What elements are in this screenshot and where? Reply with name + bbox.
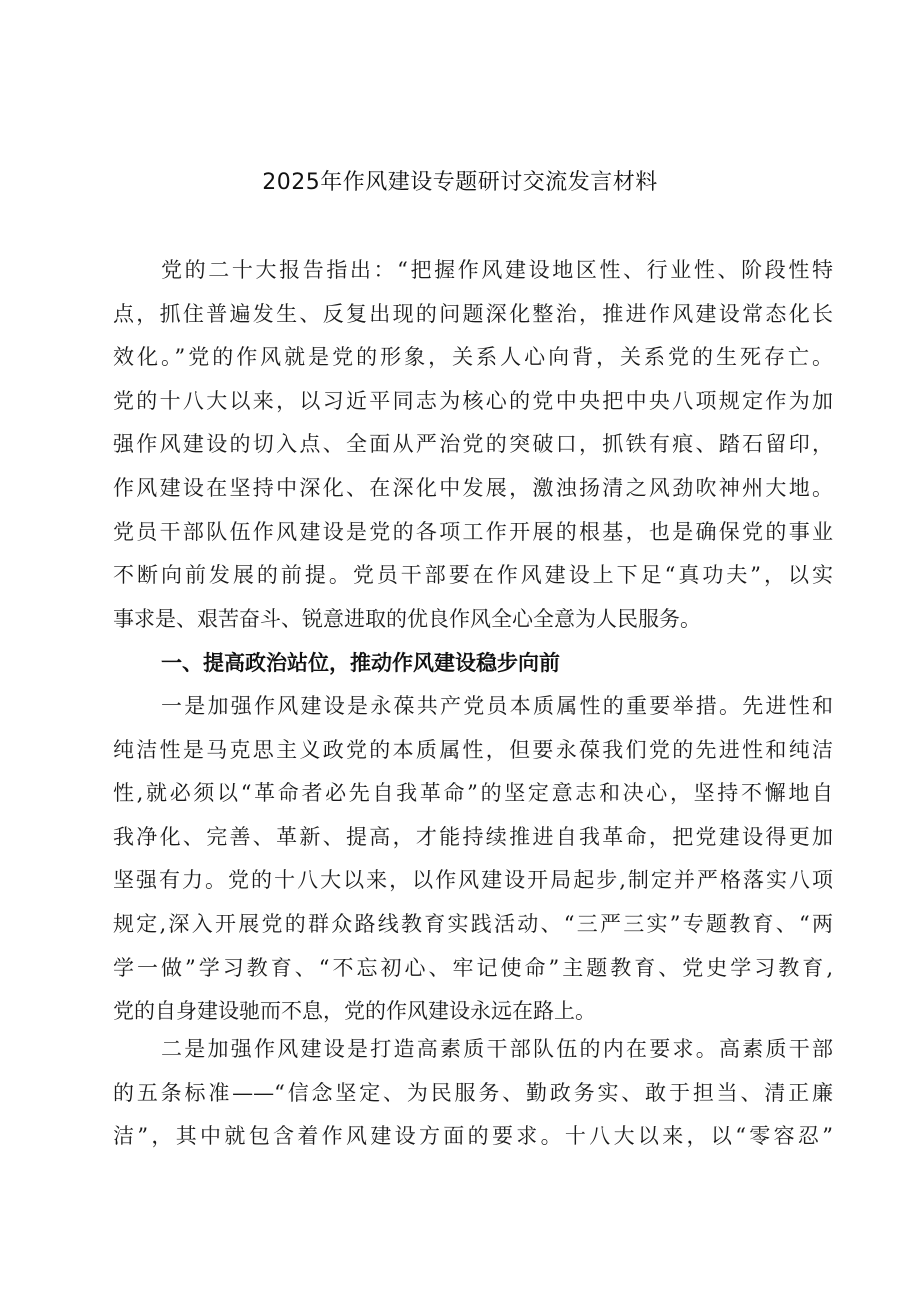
text-line: 党的十八大以来，以习近平同志为核心的党中央把中央八项规定作为加 bbox=[113, 388, 833, 413]
text-line: 作风建设在坚持中深化、在深化中发展，激浊扬清之风劲吹神州大地。 bbox=[113, 475, 833, 500]
paragraph-point-two bbox=[113, 1028, 833, 1159]
text-line: 纯洁性是马克思主义政党的本质属性，但要永葆我们党的先进性和纯洁 bbox=[113, 737, 833, 762]
text-line: 事求是、艰苦奋斗、锐意进取的优良作风全心全意为人民服务。 bbox=[113, 606, 701, 631]
paragraph-intro bbox=[113, 249, 833, 641]
paragraph-point-one bbox=[113, 685, 833, 1034]
text-line: 洁”，其中就包含着作风建设方面的要求。十八大以来，以“零容忍” bbox=[113, 1124, 833, 1149]
text-line: 的五条标准——“信念坚定、为民服务、勤政务实、敢于担当、清正廉 bbox=[113, 1080, 833, 1105]
text-line: 我净化、完善、革新、提高，才能持续推进自我革命，把党建设得更加 bbox=[113, 824, 833, 849]
text-line: 党的自身建设驰而不息，党的作风建设永远在路上。 bbox=[113, 999, 596, 1024]
document-title: 2025年作风建设专题研讨交流发言材料 bbox=[262, 170, 658, 195]
section-heading bbox=[113, 642, 833, 686]
text-line: 党员干部队伍作风建设是党的各项工作开展的根基，也是确保党的事业 bbox=[113, 519, 833, 544]
section-heading-text: 一、提高政治站位，推动作风建设稳步向前 bbox=[161, 651, 560, 675]
text-line: 二是加强作风建设是打造高素质干部队伍的内在要求。高素质干部 bbox=[161, 1037, 833, 1061]
text-line: 不断向前发展的前提。党员干部要在作风建设上下足“真功夫”，以实 bbox=[113, 563, 833, 588]
text-line: 一是加强作风建设是永葆共产党员本质属性的重要举措。先进性和 bbox=[161, 694, 833, 718]
text-line: 强作风建设的切入点、全面从严治党的突破口，抓铁有痕、踏石留印， bbox=[113, 432, 833, 457]
text-line: 性,就必须以“革命者必先自我革命”的坚定意志和决心，坚持不懈地自 bbox=[113, 781, 833, 806]
text-line: 坚强有力。党的十八大以来，以作风建设开局起步,制定并严格落实八项 bbox=[113, 868, 833, 893]
text-line: 党的二十大报告指出：“把握作风建设地区性、行业性、阶段性特 bbox=[161, 258, 833, 282]
text-line: 规定,深入开展党的群众路线教育实践活动、“三严三实”专题教育、“两 bbox=[113, 911, 833, 936]
text-line: 点，抓住普遍发生、反复出现的问题深化整治，推进作风建设常态化长 bbox=[113, 301, 833, 326]
text-line: 学一做”学习教育、“不忘初心、牢记使命”主题教育、党史学习教育, bbox=[113, 955, 833, 980]
text-line: 效化。”党的作风就是党的形象，关系人心向背，关系党的生死存亡。 bbox=[113, 345, 833, 370]
